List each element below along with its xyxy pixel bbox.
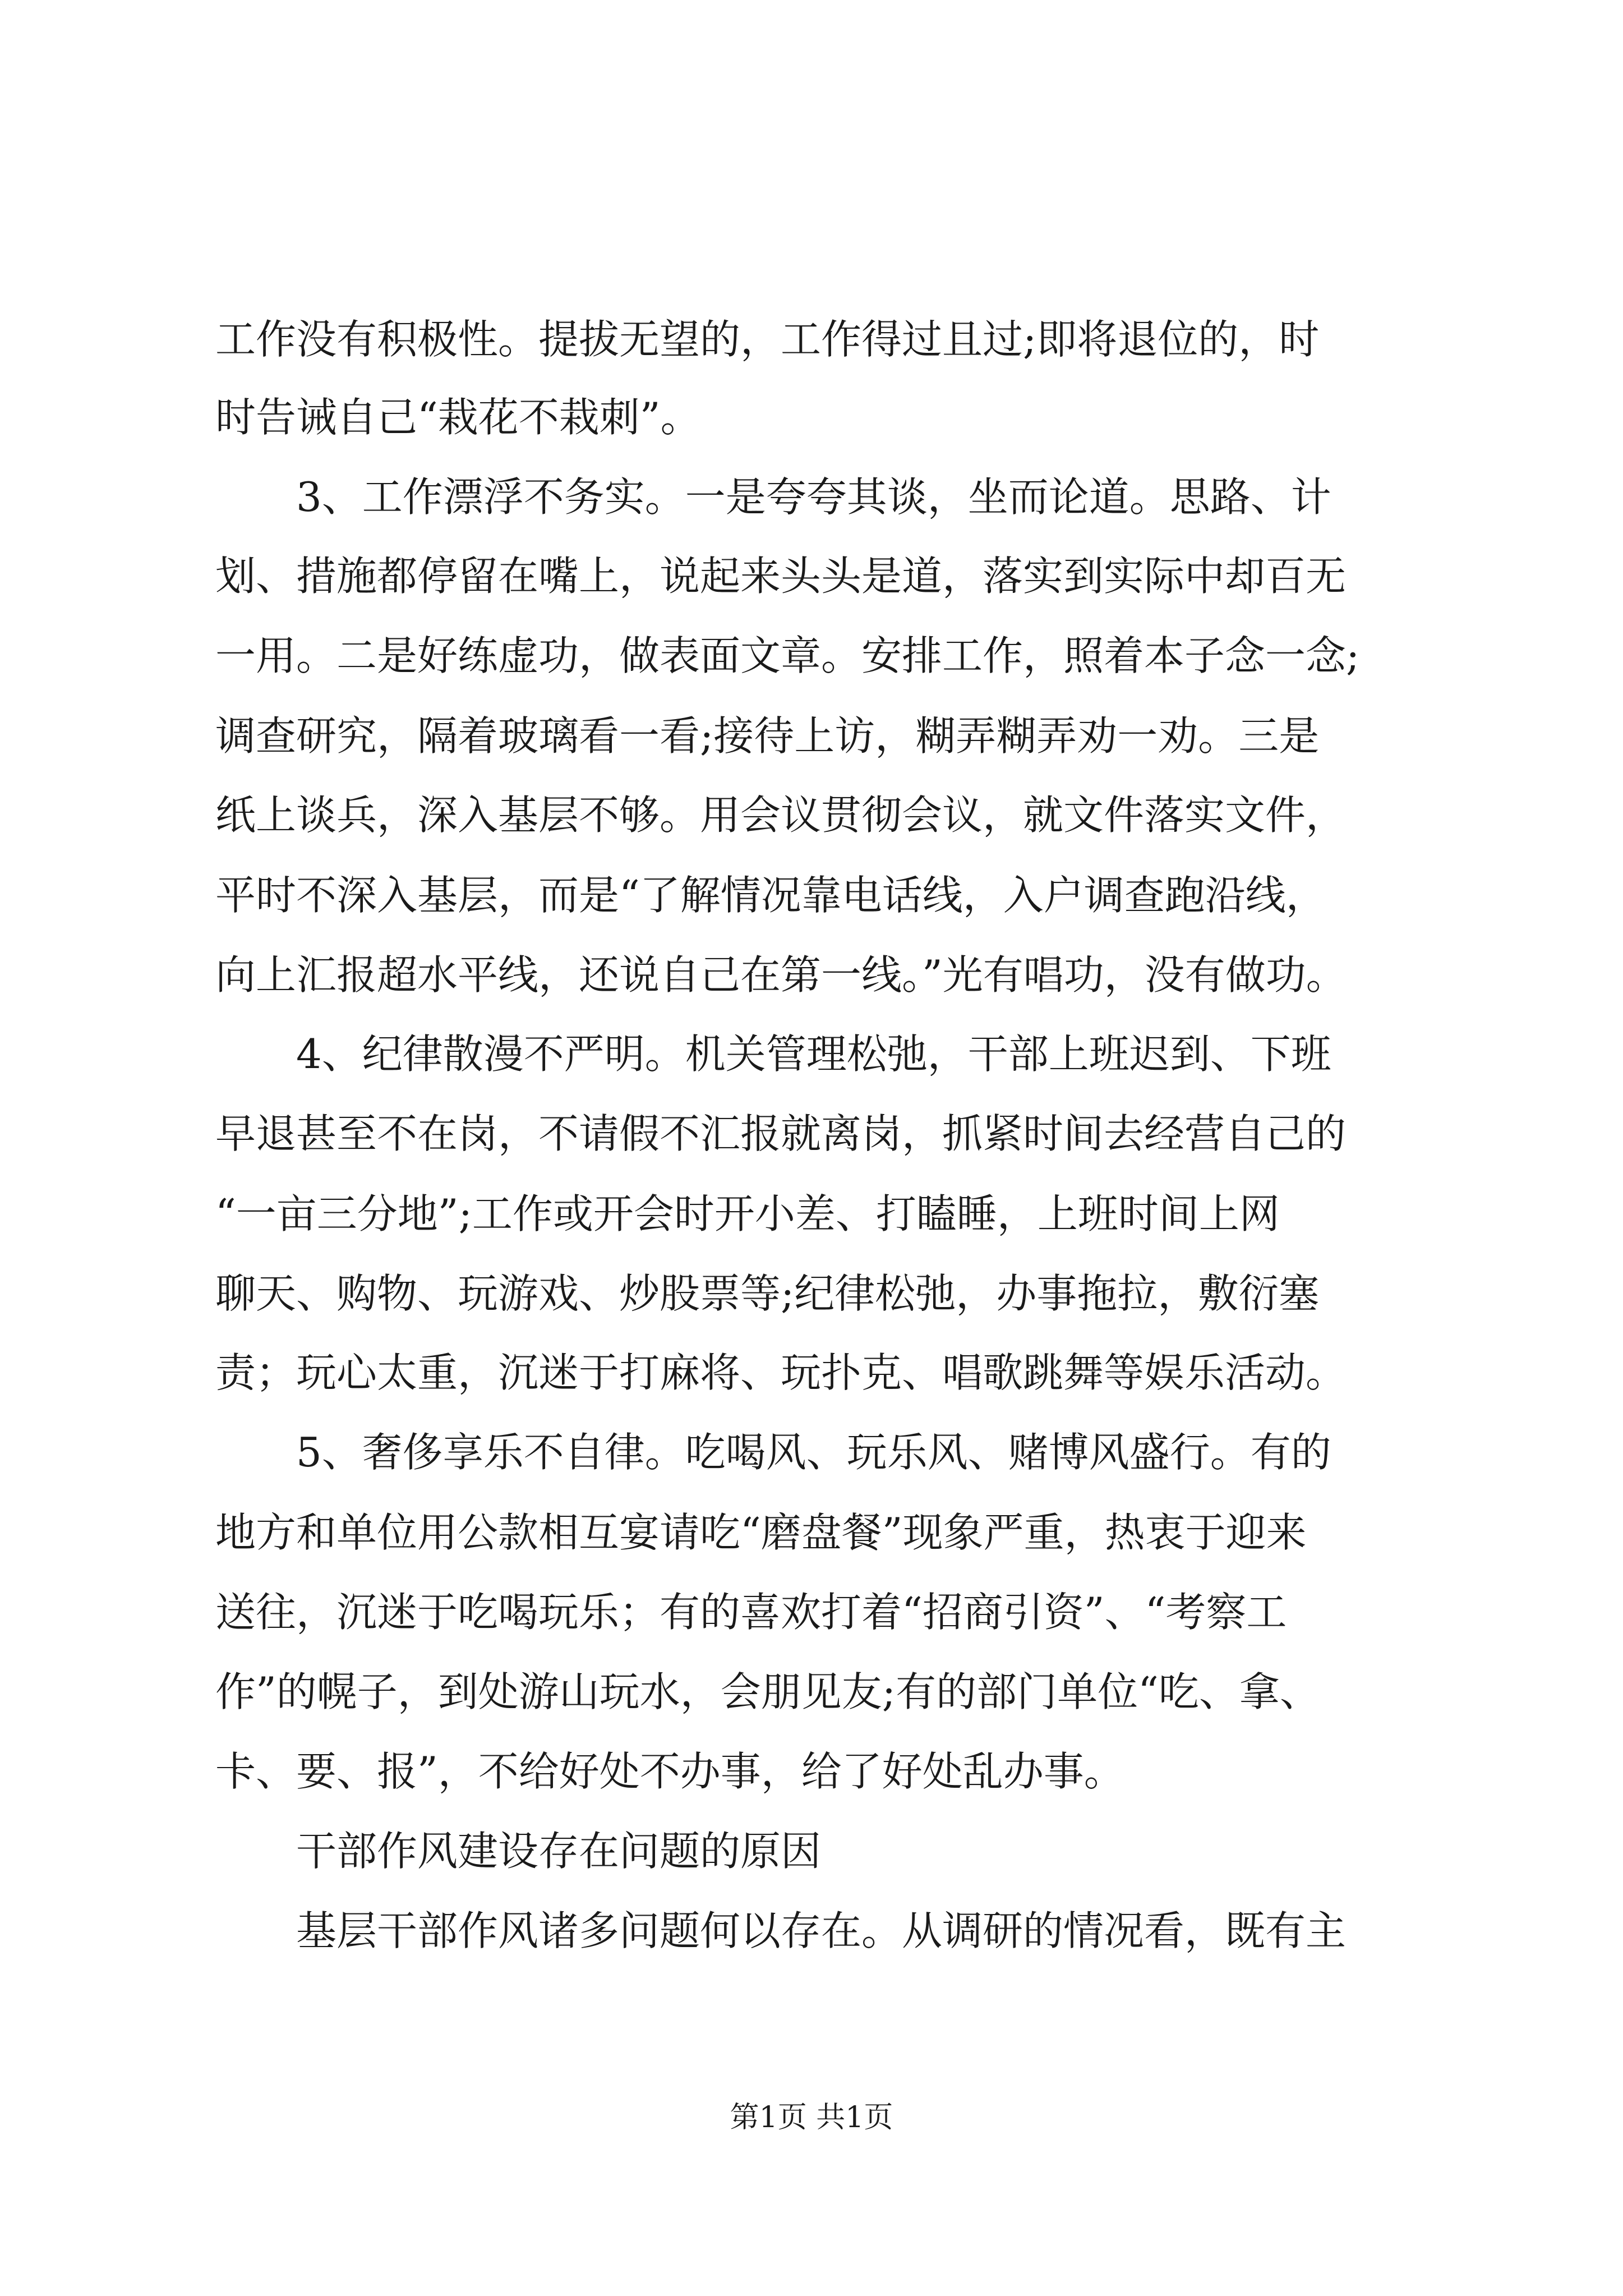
text-line: 聊天、购物、玩游戏、炒股票等;纪律松弛，办事拖拉，敷衍塞 <box>215 1270 1320 1317</box>
text-line: 一用。二是好练虚功，做表面文章。安排工作，照着本子念一念; <box>215 632 1360 679</box>
text-line: 平时不深入基层，而是“了解情况靠电话线，入户调查跑沿线， <box>215 872 1326 919</box>
text-line: 划、措施都停留在嘴上，说起来头头是道，落实到实际中却百无 <box>215 553 1347 600</box>
page-footer: 第1页 共1页 <box>730 2101 893 2134</box>
text-line: 基层干部作风诸多问题何以存在。从调研的情况看，既有主 <box>215 1907 1347 1954</box>
text-line: 责；玩心太重，沉迷于打麻将、玩扑克、唱歌跳舞等娱乐活动。 <box>215 1349 1347 1396</box>
section-heading: 干部作风建设存在问题的原因 <box>215 1828 822 1875</box>
text-line: 纸上谈兵，深入基层不够。用会议贯彻会议，就文件落实文件， <box>215 792 1347 839</box>
text-line: 5、奢侈享乐不自律。吃喝风、玩乐风、赌博风盛行。有的 <box>215 1429 1331 1476</box>
text-line: 调查研究，隔着玻璃看一看;接待上访，糊弄糊弄劝一劝。三是 <box>215 712 1320 760</box>
text-line: 卡、要、报”，不给好处不办事，给了好处乱办事。 <box>215 1748 1124 1795</box>
text-line: “一亩三分地”;工作或开会时开小差、打瞌睡，上班时间上网 <box>215 1190 1280 1237</box>
text-line: 早退甚至不在岗，不请假不汇报就离岗，抓紧时间去经营自己的 <box>215 1110 1347 1157</box>
text-line: 作”的幌子，到处游山玩水，会朋见友;有的部门单位“吃、拿、 <box>215 1668 1320 1715</box>
text-line: 地方和单位用公款相互宴请吃“磨盘餐”现象严重，热衷于迎来 <box>215 1509 1307 1556</box>
text-line: 4、纪律散漫不严明。机关管理松弛，干部上班迟到、下班 <box>215 1030 1331 1078</box>
text-line: 工作没有积极性。提拔无望的，工作得过且过;即将退位的，时 <box>215 316 1320 363</box>
text-line: 3、工作漂浮不务实。一是夸夸其谈，坐而论道。思路、计 <box>215 473 1331 521</box>
text-line: 时告诫自己“栽花不栽刺”。 <box>215 394 701 441</box>
text-line: 向上汇报超水平线，还说自己在第一线。”光有唱功，没有做功。 <box>215 951 1347 999</box>
text-line: 送往，沉迷于吃喝玩乐；有的喜欢打着“招商引资”、“考察工 <box>215 1589 1287 1636</box>
